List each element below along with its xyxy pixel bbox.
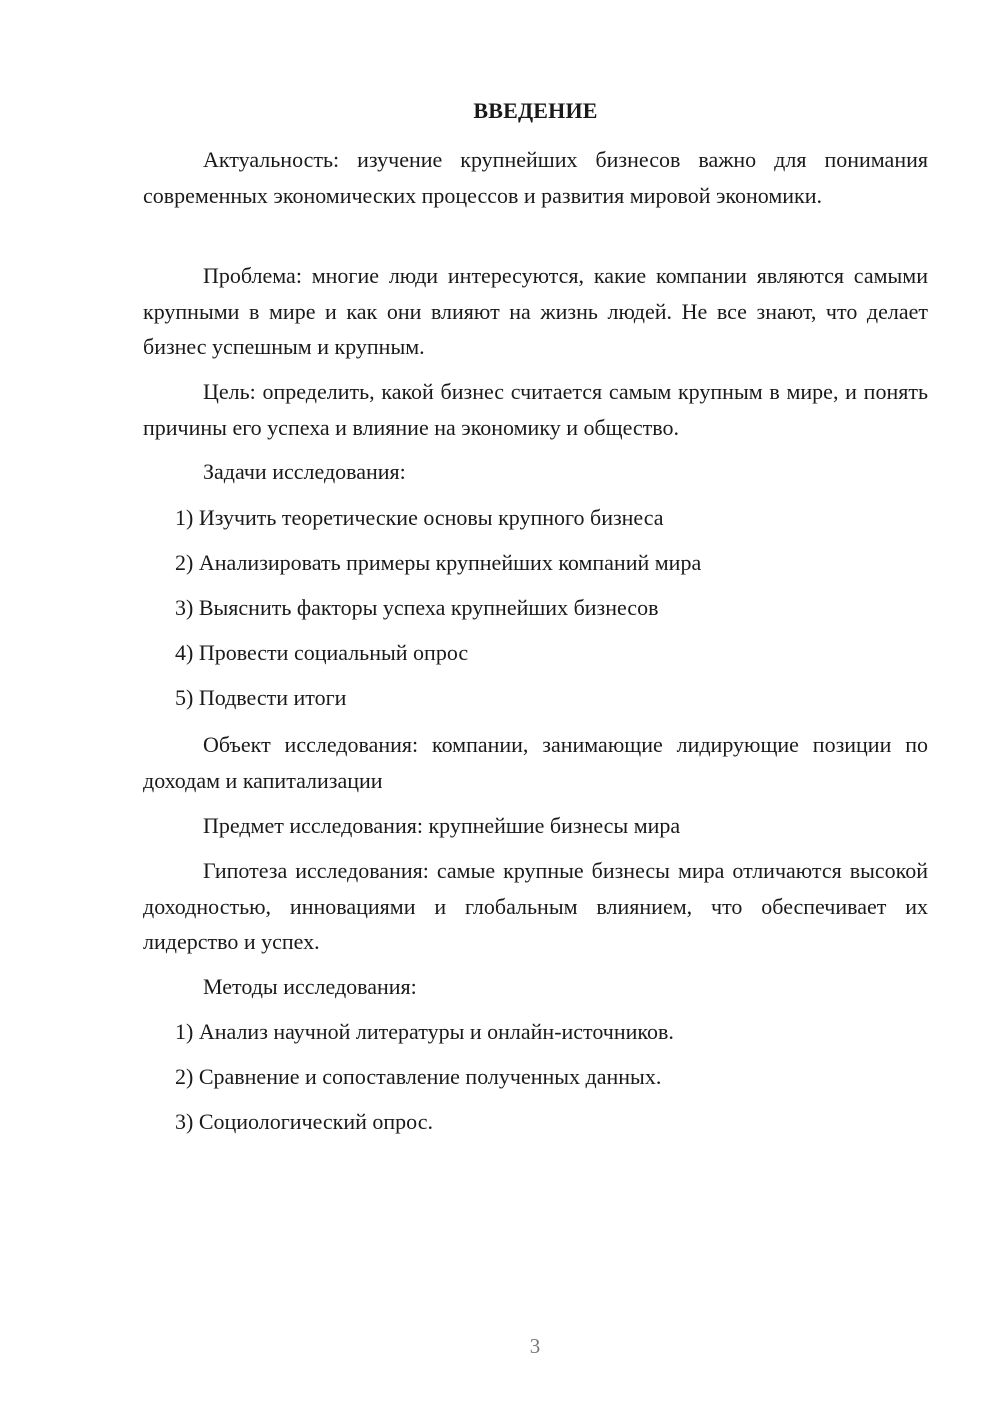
method-item-3: 3) Социологический опрос. — [175, 1109, 433, 1134]
goal-paragraph: Цель: определить, какой бизнес считается самым крупным в мире, и понять причины его успеха и влияние на экономику и общество. — [143, 379, 928, 440]
task-item-2: 2) Анализировать примеры крупнейших компаний мира — [175, 550, 702, 575]
task-item-4: 4) Провести социальный опрос — [175, 640, 469, 665]
tasks-heading: Задачи исследования: — [203, 459, 406, 484]
subject-paragraph: Предмет исследования: крупнейшие бизнесы мира — [203, 813, 681, 838]
hypothesis-paragraph: Гипотеза исследования: самые крупные бизнесы мира отличаются высокой доходностью, инновациями и глобальным влиянием, что обеспечивает их лидерство и успех. — [143, 858, 928, 954]
relevance-paragraph: Актуальность: изучение крупнейших бизнесов важно для понимания современных экономических процессов и развития мировой экономики. — [143, 147, 928, 208]
problem-paragraph: Проблема: многие люди интересуются, какие компании являются самыми крупными в мире и как они влияют на жизнь людей. Не все знают, что делает бизнес успешным и крупным. — [143, 263, 928, 359]
task-item-3: 3) Выяснить факторы успеха крупнейших бизнесов — [175, 595, 659, 620]
method-item-2: 2) Сравнение и сопоставление полученных данных. — [175, 1064, 662, 1089]
method-item-1: 1) Анализ научной литературы и онлайн-источников. — [175, 1019, 674, 1044]
methods-heading: Методы исследования: — [203, 974, 417, 999]
task-item-1: 1) Изучить теоретические основы крупного бизнеса — [175, 505, 664, 530]
page-title: ВВЕДЕНИЕ — [473, 98, 598, 123]
page-number: 3 — [529, 1334, 541, 1358]
object-paragraph: Объект исследования: компании, занимающие лидирующие позиции по доходам и капитализации — [143, 732, 928, 793]
task-item-5: 5) Подвести итоги — [175, 685, 347, 710]
